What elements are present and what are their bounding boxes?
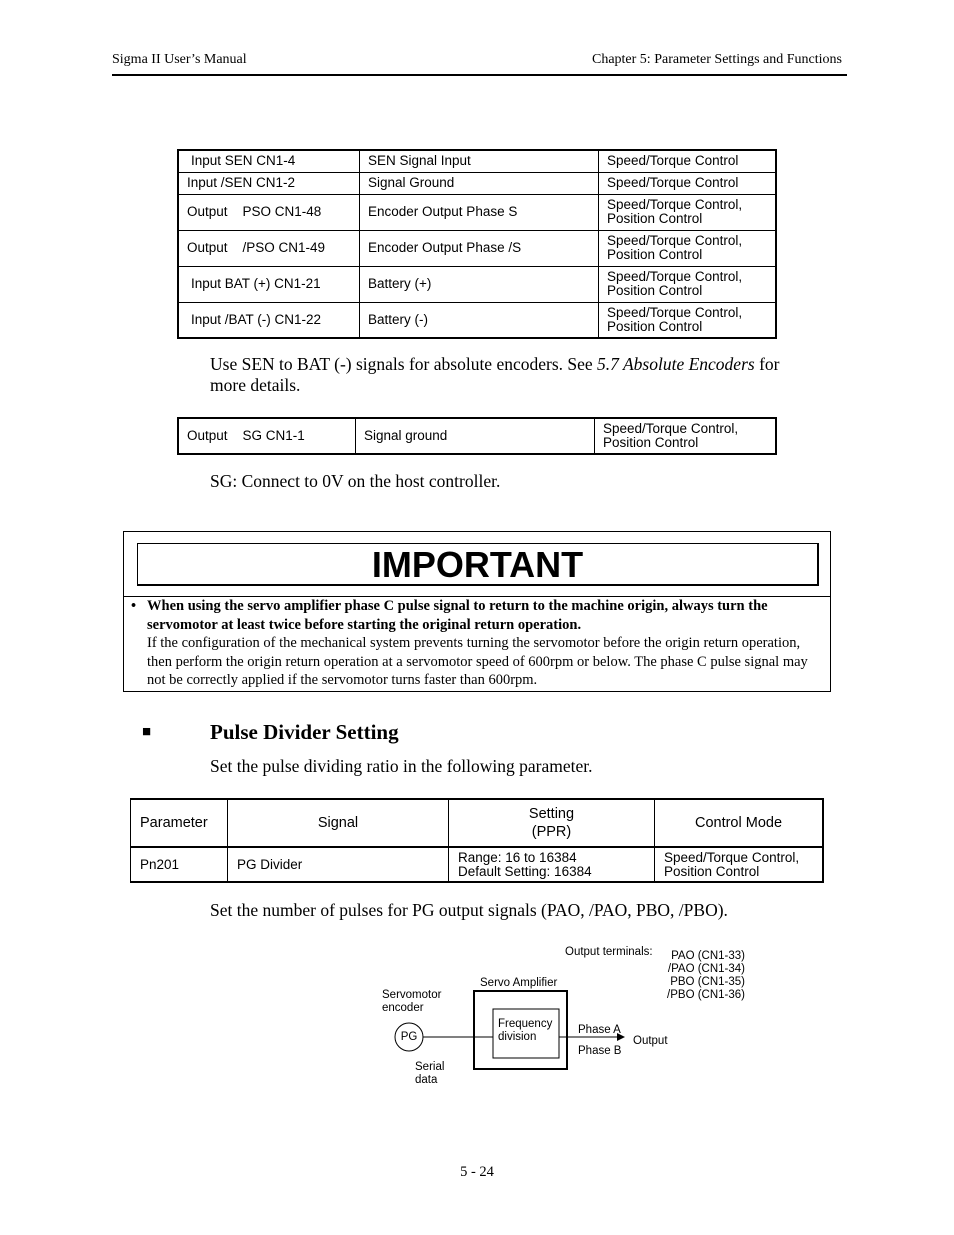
signal-cell: Input SEN CN1-4 (178, 150, 360, 172)
freq-line1: Frequency (498, 1018, 553, 1030)
signal-cell: Input /SEN CN1-2 (178, 172, 360, 194)
note-text-end: for (754, 354, 780, 374)
mode-line1: Speed/Torque Control, (664, 849, 800, 865)
control-mode-line2: Position Control (607, 318, 703, 334)
control-mode-line2: Position Control (607, 211, 703, 226)
header-setting-line2: (PPR) (531, 824, 572, 840)
signal-cell: Input /BAT (-) CN1-22 (178, 302, 360, 338)
terminal-pao-inv: /PAO (CN1-34) (667, 963, 745, 975)
mode-line2: Position Control (664, 863, 760, 879)
setting-default: Default Setting: 16384 (458, 863, 592, 879)
control-mode-cell: Speed/Torque Control (599, 150, 777, 172)
phase-b-label: Phase B (578, 1045, 622, 1057)
servomotor-encoder-label (382, 989, 441, 1015)
section-title: Pulse Divider Setting (210, 720, 399, 744)
control-mode-line1: Speed/Torque Control, (607, 233, 743, 248)
note-reference-link[interactable]: 5.7 Absolute Encoders (597, 354, 755, 374)
pg-label: PG (400, 1031, 418, 1043)
signal-name-cell: Battery (+) (360, 266, 599, 302)
param-cell: Pn201 (131, 847, 228, 882)
section-intro: Set the pulse dividing ratio in the following parameter. (210, 756, 593, 776)
setting-range: Range: 16 to 16384 (458, 849, 577, 865)
terminal-list (659, 950, 745, 1002)
control-mode-line2: Position Control (603, 435, 699, 450)
signal-name-cell: SEN Signal Input (360, 150, 599, 172)
frequency-division-label (498, 1018, 552, 1044)
param-signal-cell: PG Divider (228, 847, 449, 882)
freq-line2: division (498, 1031, 537, 1043)
output-label: Output (633, 1035, 668, 1047)
signal-name-cell: Battery (-) (360, 302, 599, 338)
header-chapter-title: Chapter 5: Parameter Settings and Functions (591, 52, 842, 67)
important-title: IMPORTANT (137, 543, 819, 586)
signal-cell: Output /PSO CN1-49 (178, 230, 360, 266)
sg-note: SG: Connect to 0V on the host controller. (210, 471, 501, 491)
serial-data-label (415, 1061, 444, 1087)
control-mode-cell: Speed/Torque Control (599, 172, 777, 194)
control-mode-line1: Speed/Torque Control, (603, 421, 739, 436)
signal-cell: Output PSO CN1-48 (178, 194, 360, 230)
page-number: 5 - 24 (460, 1164, 494, 1180)
output-terminals-label: Output terminals: (565, 946, 653, 958)
pulses-note: Set the number of pulses for PG output signals (PAO, /PAO, PBO, /PBO). (210, 900, 728, 920)
servo-amplifier-label: Servo Amplifier (480, 977, 558, 989)
header-control-mode: Control Mode (655, 799, 824, 847)
control-mode-line1: Speed/Torque Control, (607, 197, 743, 212)
signal-name-cell: Encoder Output Phase S (360, 194, 599, 230)
signal-cell: Output SG CN1-1 (178, 418, 356, 454)
terminal-pbo: PBO (CN1-35) (670, 976, 745, 988)
control-mode-line2: Position Control (607, 247, 703, 262)
note-text: Use SEN to BAT (-) signals for absolute encoders. See (210, 354, 598, 374)
header-manual-title: Sigma II User’s Manual (112, 52, 247, 67)
signal-name-cell: Signal Ground (360, 172, 599, 194)
header-parameter: Parameter (131, 799, 228, 847)
note-text-line2: more details. (210, 375, 301, 395)
serial-line2: data (415, 1074, 438, 1086)
encoder-label-line1: Servomotor (382, 989, 442, 1001)
important-bold-text: When using the servo amplifier phase C pulse signal to return to the machine origin, always turn the servomotor at least twice before starting the original return operation. (147, 598, 768, 633)
important-body-text: If the configuration of the mechanical system prevents turning the servomotor before the origin return operation, then perform the origin return operation at a servomotor speed of 600rpm or below. The phase C pulse signal may not be correctly applied if the servomotor turns faster than 600rpm. (147, 635, 808, 688)
signal-cell: Input BAT (+) CN1-21 (178, 266, 360, 302)
serial-line1: Serial (415, 1061, 445, 1073)
signal-name-cell: Encoder Output Phase /S (360, 230, 599, 266)
phase-a-label: Phase A (578, 1024, 621, 1036)
terminal-pbo-inv: /PBO (CN1-36) (667, 989, 745, 1001)
terminal-pao: PAO (CN1-33) (671, 950, 745, 962)
encoder-label-line2: encoder (382, 1002, 424, 1014)
header-signal: Signal (228, 799, 449, 847)
signal-name-cell: Signal ground (356, 418, 595, 454)
important-bullet: • (131, 598, 137, 614)
header-setting-line1: Setting (528, 806, 575, 822)
section-marker-icon: ■ (142, 724, 152, 740)
control-mode-line1: Speed/Torque Control, (607, 304, 743, 320)
control-mode-line1: Speed/Torque Control, (607, 269, 743, 284)
control-mode-line2: Position Control (607, 283, 703, 298)
